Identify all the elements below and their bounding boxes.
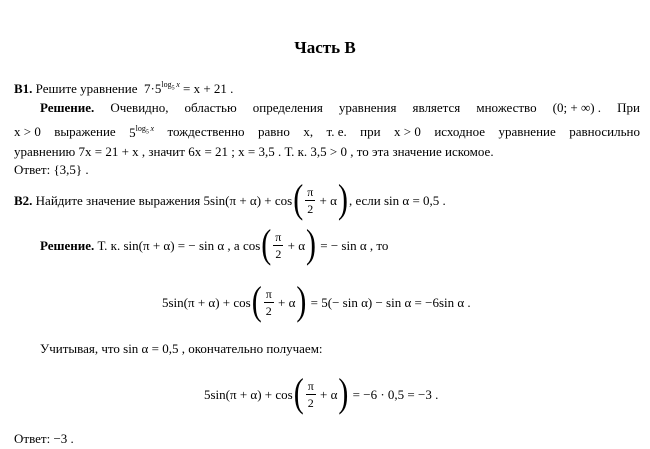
b2-solution-label: Решение. xyxy=(40,237,95,253)
b1-solution-label: Решение. xyxy=(40,100,95,115)
b1-equation: $7\cdot 5^{log_5 x} = x + 21$ . xyxy=(144,80,234,96)
b1-domain-set: (0; + ∞) . xyxy=(552,100,602,115)
b1-task xyxy=(14,81,233,95)
b2-answer: Ответ: −3 . xyxy=(14,431,74,446)
b1-task-text: Решите уравнение xyxy=(35,81,138,96)
b2-equation-1: 5sin(π + α) + cos ( $\frac{\pi}{2}$ + α ) = 5(− sin α) − sin α = −6sin α . xyxy=(162,279,471,324)
page-title: Часть В xyxy=(294,38,356,57)
b1-answer: Ответ: {3,5} . xyxy=(14,162,89,177)
b2-label: В2. xyxy=(14,192,33,208)
b1-label: В1. xyxy=(14,81,33,96)
b2-solution-line: Решение. Т. к. sin(π + α) = − sin α , а cos ( $\frac{\pi}{2}$ + α ) = − sin α , то xyxy=(40,222,389,267)
b2-task: В2. Найдите значение выражения 5sin(π + α) + cos ( $\frac{\pi}{2}$ + α ) , если sin α = 0,5 . xyxy=(14,177,446,222)
b1-solution-line1: Решение. Очевидно, областью определения уравнения является множество (0; + ∞) . При xyxy=(40,100,640,115)
b2-equation-2: 5sin(π + α) + cos ( $\frac{\pi}{2}$ + α ) = −6 · 0,5 = −3 . xyxy=(204,371,439,416)
b2-given-text: Учитывая, что sin α = 0,5 , окончательно получаем: xyxy=(40,341,323,356)
b1-solution-line2: x > 0 выражение $5^{log_5 x}$ тождественно равно x, т. е. при x > 0 исходное уравнение равносильно xyxy=(14,124,640,140)
b1-solution-line3: уравнению 7x = 21 + x , значит 6x = 21 ; x = 3,5 . Т. к. 3,5 > 0 , то эта значение искомое. xyxy=(14,144,494,159)
